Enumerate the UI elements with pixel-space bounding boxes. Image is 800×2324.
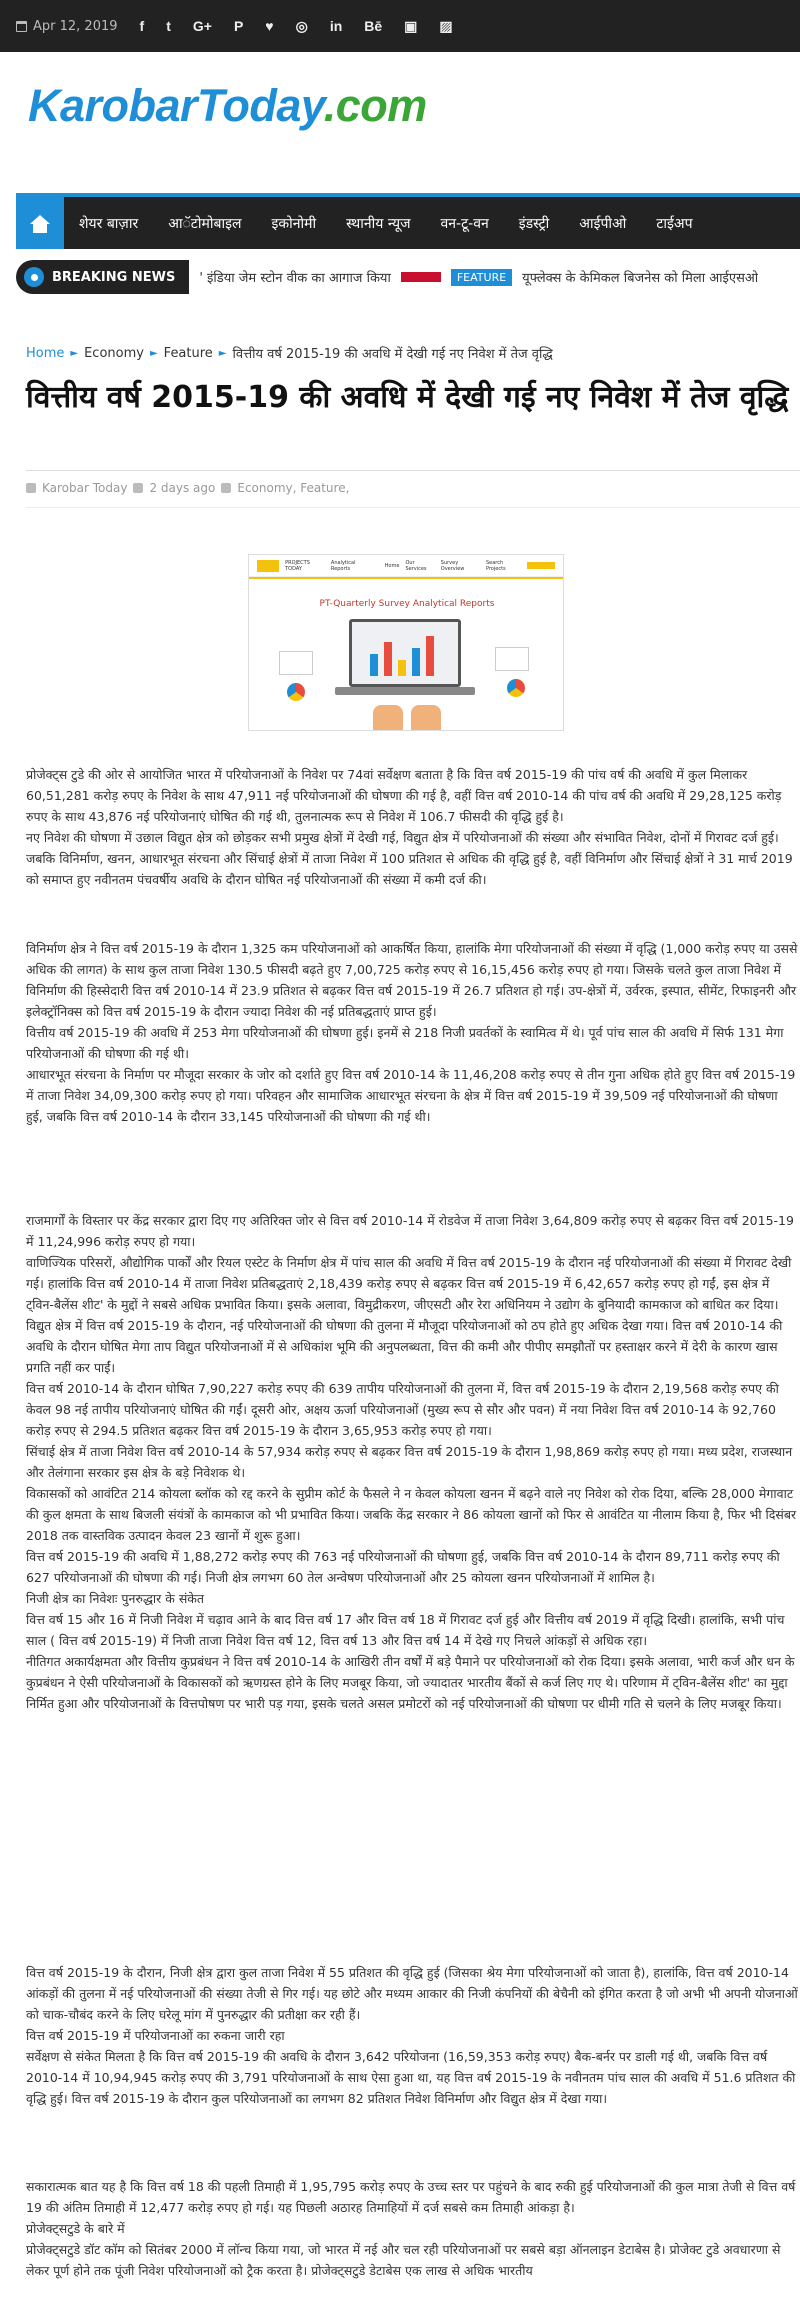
article-paragraph: सर्वेक्षण से संकेत मिलता है कि वित्त वर्ष 2015-19 की अवधि के दौरान 3,642 परियोजना (16,59,353 करोड़ रुपए) बैक-बर्नर पर डाली गई थी, जबकि वित्त वर्ष 2010-14 में 10,94,945 करोड़ रुपए की 3,791 परियोजनाओं के साथ ऐसा हुआ था, यह वित्त वर्ष 2015-19 के नवीनतम पांच साल की अवधि में 51.6 प्रतिशत की वृद्धि हुई। वित्त वर्ष 2015-19 के दौरान कुल परियोजनाओं का लगभग 82 प्रतिशत निवेश विनिर्माण और विद्युत क्षेत्र में देखा गया। <box>26 2049 796 2106</box>
article-time: 2 days ago <box>149 481 216 495</box>
chart-bar-illustration <box>412 648 420 676</box>
breadcrumb-economy[interactable]: Economy <box>84 345 144 361</box>
laptop-illustration <box>349 619 461 687</box>
nav-item-tieup[interactable]: टाईअप <box>656 215 693 232</box>
article-body-section <box>26 1210 798 1714</box>
article-paragraph: वित्त वर्ष 2010-14 के दौरान घोषित 7,90,227 करोड़ रुपए की 639 तापीय परियोजनाओं की तुलना में, वित्त वर्ष 2015-19 के दौरान 2,19,568 करोड़ रुपए की केवल 98 नई तापीय परियोजनाएं घोषित की गईं। दूसरी ओर, अक्षय ऊर्जा परियोजनाओं (मुख्य रूप से सौर और पवन) में नया निवेश वित्त वर्ष 2010-14 के 92,760 करोड़ रुपए से 294.5 प्रतिशत बढ़कर वित्त वर्ष 2015-19 के दौरान 3,65,953 करोड़ रुपए हो गया। <box>26 1381 779 1438</box>
flickr-icon[interactable]: ▣ <box>404 17 418 34</box>
facebook-icon[interactable]: f <box>139 18 145 34</box>
nav-item-one-to-one[interactable]: वन-टू-वन <box>440 215 489 232</box>
chart-bar-illustration <box>398 660 406 676</box>
home-button[interactable] <box>16 197 64 249</box>
breadcrumb <box>26 344 553 362</box>
article-paragraph: वित्त वर्ष 2015-19 की अवधि में 1,88,272 करोड़ रुपए की 763 नई परियोजनाओं की घोषणा हुई, जबकि वित्त वर्ष 2010-14 के दौरान 89,711 करोड़ रुपए की 627 परियोजनाओं की घोषणा की गई। निजी क्षेत्र लगभग 60 तेल अन्वेषण परियोजनाओं और 25 कोयला खनन परियोजनाओं में शामिल है। <box>26 1549 780 1585</box>
nav-item-local-news[interactable]: स्थानीय न्यूज <box>346 215 411 232</box>
keyboard-illustration <box>335 687 475 695</box>
hand-illustration <box>373 705 403 731</box>
pinterest-icon[interactable]: P <box>233 18 244 34</box>
chevron-right-icon: ► <box>70 347 79 359</box>
behance-icon[interactable]: Bē <box>364 18 383 34</box>
calendar-icon <box>16 21 27 32</box>
article-paragraph: वित्त वर्ष 15 और 16 में निजी निवेश में चढ़ाव आने के बाद वित्त वर्ष 17 और वित्त वर्ष 18 में गिरावट दर्ज हुई और वित्तीय वर्ष 2019 में वृद्धि दिखी। हालांकि, सभी पांच साल ( वित्त वर्ष 2015-19) में निजी ताजा निवेश वित्त वर्ष 12, वित्त वर्ष 13 और वित्त वर्ष 14 में देखे गए निचले आंकड़ों से अधिक रहा। <box>26 1612 785 1648</box>
article-subheading: प्रोजेक्ट्सटुडे के बारे में <box>26 2221 125 2236</box>
social-links <box>140 18 453 35</box>
nav-item-ipo[interactable]: आईपीओ <box>579 215 627 232</box>
image-brand-sub: Analytical Reports <box>330 559 356 572</box>
pie-chart-illustration <box>287 683 305 701</box>
ticker-thumbnail <box>401 272 441 282</box>
breadcrumb-current: वित्तीय वर्ष 2015-19 की अवधि में देखी गई नए निवेश में तेज वृद्धि <box>232 347 553 362</box>
image-accent-band <box>249 577 564 579</box>
linkedin-icon[interactable]: in <box>329 18 343 34</box>
site-logo[interactable] <box>28 80 427 132</box>
breadcrumb-home[interactable]: Home <box>26 345 65 361</box>
image-caption: PT-Quarterly Survey Analytical Reports <box>319 599 495 609</box>
image-header <box>249 555 563 577</box>
twitter-icon[interactable]: t <box>166 18 171 34</box>
ticker-item[interactable]: यूफ्लेक्स के केमिकल बिजनेस को मिला आईएसओ <box>522 271 759 286</box>
breadcrumb-feature[interactable]: Feature <box>163 345 213 361</box>
chart-bar-illustration <box>384 642 392 676</box>
chart-bar-illustration <box>426 636 434 676</box>
clock-icon <box>133 483 143 493</box>
google-plus-icon[interactable]: G+ <box>192 18 212 34</box>
top-bar <box>0 0 800 52</box>
article-paragraph: नीतिगत अकार्यक्षमता और वित्तीय कुप्रबंधन ने वित्त वर्ष 2010-14 के आखिरी तीन वर्षों में बड़े पैमाने पर परियोजनाओं को रोक दिया। इसके अलावा, भारी कर्ज और धन के कुप्रबंधन ने ऐसी परियोजनाओं के विकासकों को ऋणग्रस्त होने के लिए मजबूर किया, जो ज्यादातर भारतीय बैंकों से कर्ज लिए गए थे। परिणाम में ट्विन-बैलेंस शीट' का मुद्दा निर्मित हुआ और परियोजनाओं के वित्तपोषण पर भारी पड़ गया, इसके चलते असल प्रमोटरों को नई परियोजनाओं की घोषणा पर धीमी गति से चलने के लिए मजबूर किया। <box>26 1654 795 1711</box>
article-subheading: निजी क्षेत्र का निवेशः पुनरुद्धार के संकेत <box>26 1591 205 1606</box>
article-paragraph: विकासकों को आवंटित 214 कोयला ब्लॉक को रद्द करने के सुप्रीम कोर्ट के फैसले ने न केवल कोयला खनन में बढ़ने वाले नए निवेश को रोक दिया, बल्कि 28,000 मेगावाट की कुल क्षमता के साथ बिजली संयंत्रों के कामकाज को भी प्रभावित किया। जबकि केंद्र सरकार ने 86 कोयला खानों को फिर से आवंटित या नीलाम किया है, फिर भी दिसंबर 2018 तक वास्तविक उत्पादन केवल 23 खानों में शुरू हुआ। <box>26 1486 797 1543</box>
breaking-news-text: BREAKING NEWS <box>52 269 176 285</box>
article-subheading: वित्त वर्ष 2015-19 में परियोजनाओं का रुकना जारी रहा <box>26 2028 285 2043</box>
article-meta <box>26 481 349 495</box>
hand-illustration <box>411 705 441 731</box>
article-paragraph: विद्युत क्षेत्र में वित्त वर्ष 2015-19 के दौरान, नई परियोजनाओं की घोषणा की तुलना में मौजूदा परियोजनाओं को ठप होते हुए अधिक देखा गया। वित्त वर्ष 2010-14 की अवधि के दौरान घोषित मेगा ताप विद्युत परियोजनाओं में से अधिकांश भूमि की अनुपलब्धता, वित्त की कमी और पीपीए समझौतों पर हस्ताक्षर करने में देरी के कारण खास प्रगति नहीं कर पाईं। <box>26 1318 783 1375</box>
divider <box>26 470 800 471</box>
user-icon <box>26 483 36 493</box>
featured-image <box>248 554 564 731</box>
image-menu-item: Search Projects <box>485 559 506 572</box>
image-brand: PROJECTS TODAY <box>285 559 310 572</box>
date-text: Apr 12, 2019 <box>33 18 118 34</box>
ticker-category-tag[interactable]: FEATURE <box>451 269 512 286</box>
article-body-section <box>26 938 798 1127</box>
image-menu-item: Our Services <box>405 559 427 572</box>
image-menu-item: Survey Overview <box>440 559 465 572</box>
article-paragraph: प्रोजेक्ट्सटुडे डॉट कॉम को सितंबर 2000 में लॉन्च किया गया, जो भारत में नई और चल रही परियोजनाओं पर सबसे बड़ा ऑनलाइन डेटाबेस है। प्रोजेक्ट टुडे अवधारणा से लेकर पूर्ण होने तक पूंजी निवेश परियोजनाओं को ट्रैक करता है। प्रोजेक्ट्सटुडे डेटाबेस एक लाख से अधिक भारतीय <box>26 2242 781 2278</box>
article-title: वित्तीय वर्ष 2015-19 की अवधि में देखी गई नए निवेश में तेज वृद्धि <box>26 380 789 415</box>
article-body-section <box>26 2176 798 2281</box>
nav-item-share-market[interactable]: शेयर बाज़ार <box>79 215 139 232</box>
breaking-news-label <box>16 260 189 294</box>
article-body-section <box>26 764 798 890</box>
news-ticker <box>189 268 758 286</box>
divider <box>26 507 800 508</box>
home-icon <box>30 215 50 224</box>
article-body-section <box>26 1962 798 2109</box>
dribbble-icon[interactable]: ◎ <box>295 17 308 34</box>
chevron-right-icon: ► <box>218 347 227 359</box>
article-paragraph: आधारभूत संरचना के निर्माण पर मौजूदा सरकार के जोर को दर्शाते हुए वित्त वर्ष 2010-14 के 11,46,208 करोड़ रुपए से तीन गुना अधिक होते हुए वित्त वर्ष 2015-19 में ताजा निवेश 34,09,300 करोड़ रुपए हो गया। परिवहन और सामाजिक आधारभूत संरचना के क्षेत्र में वित्त वर्ष 2015-19 में 39,509 नई परियोजनाओं की घोषणा हुई, जबकि वित्त वर्ष 2010-14 के दौरान 33,145 परियोजनाओं की घोषणा की गई थी। <box>26 1067 796 1124</box>
article-paragraph: राजमार्गों के विस्तार पर केंद्र सरकार द्वारा दिए गए अतिरिक्त जोर से वित्त वर्ष 2010-14 में रोडवेज में ताजा निवेश 3,64,809 करोड़ रुपए से बढ़कर वित्त वर्ष 2015-19 में 11,24,996 करोड़ रुपए हो गया। <box>26 1213 794 1249</box>
nav-item-industry[interactable]: इंडस्ट्री <box>518 215 550 232</box>
article-categories[interactable]: Economy, Feature, <box>237 481 350 495</box>
delicious-icon[interactable]: ▨ <box>439 17 453 34</box>
article-paragraph: सिंचाई क्षेत्र में ताजा निवेश वित्त वर्ष 2010-14 के 57,934 करोड़ रुपए से बढ़कर वित्त वर्ष 2015-19 के दौरान 1,98,869 करोड़ रुपए हो गया। मध्य प्रदेश, राजस्थान और तेलंगाना सरकार इस क्षेत्र के बड़े निवेशक थे। <box>26 1444 793 1480</box>
logo-name: KarobarToday <box>28 80 324 131</box>
main-nav <box>16 193 800 249</box>
article-paragraph: सकारात्मक बात यह है कि वित्त वर्ष 18 की पहली तिमाही में 1,95,795 करोड़ रुपए के उच्च स्तर पर पहुंचने के बाद रुकी हुई परियोजनाओं की कुल मात्रा तेजी से वित्त वर्ष 19 की अंतिम तिमाही में 12,477 करोड़ रुपए हो गई। यह पिछली अठारह तिमाहियों में दर्ज सबसे कम तिमाही आंकड़ा है। <box>26 2179 796 2215</box>
report-card-illustration <box>279 651 313 675</box>
image-logo <box>257 560 279 572</box>
logo-domain: .com <box>323 80 427 131</box>
article-paragraph: नए निवेश की घोषणा में उछाल विद्युत क्षेत्र को छोड़कर सभी प्रमुख क्षेत्रों में देखी गई, विद्युत क्षेत्र में परियोजनाओं की संख्या और संभावित निवेश, दोनों में गिरावट दर्ज हुई। जबकि विनिर्माण, खनन, आधारभूत संरचना और सिंचाई क्षेत्रों में ताजा निवेश में 100 प्रतिशत से अधिक की वृद्धि हुई है, वहीं विनिर्माण और सिंचाई क्षेत्रों ने 31 मार्च 2019 को समाप्त हुए नवीनतम पंचवर्षीय अवधि के दौरान घोषित नई परियोजनाओं की संख्या में कमी दर्ज की। <box>26 830 793 887</box>
image-login-button <box>527 562 555 569</box>
article-paragraph: विनिर्माण क्षेत्र ने वित्त वर्ष 2015-19 के दौरान 1,325 कम परियोजनाओं को आकर्षित किया, हालांकि मेगा परियोजनाओं की संख्या में वृद्धि (1,000 करोड़ रुपए या उससे अधिक की लागत) के साथ कुल ताजा निवेश 130.5 फीसदी बढ़ते हुए 7,00,725 करोड़ रुपए से 16,15,456 करोड़ रुपए हो गया। जिसके चलते कुल ताजा निवेश में विनिर्माण की हिस्सेदारी वित्त वर्ष 2010-14 में 23.9 प्रतिशत से बढ़कर वित्त वर्ष 2015-19 में 26.7 प्रतिशत हो गई। उप-क्षेत्रों में, उर्वरक, इस्पात, सीमेंट, रिफाइनरी और इलेक्ट्रॉनिक्स को वित्त वर्ष 2015-19 के दौरान ज्यादा निवेश की नई प्रतिबद्धताएं प्राप्त हुई। <box>26 941 798 1019</box>
article-paragraph: वाणिज्यिक परिसरों, औद्योगिक पार्कों और रियल एस्टेट के निर्माण क्षेत्र में पांच साल की अवधि में वित्त वर्ष 2015-19 के दौरान नई परियोजनाओं की संख्या में गिरावट देखी गई। हालांकि वित्त वर्ष 2010-14 में ताजा निवेश प्रतिबद्धताएं 2,18,439 करोड़ रुपए से बढ़कर वित्त वर्ष 2015-19 में 6,42,657 करोड़ रुपए हो गईं, इस क्षेत्र में ट्विन-बैलेंस शीट' के मुद्दों ने सबसे अधिक प्रभावित किया। इसके अलावा, विमुद्रीकरण, जीएसटी और रेरा अधिनियम ने उद्योग के बुनियादी कामकाज को बाधित कर दिया। <box>26 1255 792 1312</box>
article-paragraph: प्रोजेक्ट्स टुडे की ओर से आयोजित भारत में परियोजनाओं के निवेश पर 74वां सर्वेक्षण बताता है कि वित्त वर्ष 2015-19 की पांच वर्ष की अवधि में कुल मिलाकर 60,51,281 करोड़ रुपए के निवेश के साथ 47,911 नई परियोजनाओं की घोषणा की गई है, वहीं वित्त वर्ष 2010-14 की पांच वर्ष की अवधि में 29,28,125 करोड़ रुपए के साथ 43,876 नई परियोजनाएं घोषित की गई थी, तुलनात्मक रूप से निवेश में 106.7 फीसदी की वृद्धि हुई है। <box>26 767 782 824</box>
folder-icon <box>221 483 231 493</box>
report-card-illustration <box>495 647 529 671</box>
breaking-news-bar <box>16 260 800 294</box>
broadcast-icon <box>24 267 44 287</box>
chart-bar-illustration <box>370 654 378 676</box>
nav-item-economy[interactable]: इकोनोमी <box>271 215 317 232</box>
chevron-right-icon: ► <box>149 347 158 359</box>
article-paragraph: वित्त वर्ष 2015-19 के दौरान, निजी क्षेत्र द्वारा कुल ताजा निवेश में 55 प्रतिशत की वृद्धि हुई (जिसका श्रेय मेगा परियोजनाओं को जाता है), हालांकि, वित्त वर्ष 2010-14 आंकड़ों की तुलना में नई परियोजनाओं की संख्या तेजी से गिर गई। यह छोटे और मध्यम आकार की निजी कंपनियों की बेचैनी को इंगित करता है जो अभी भी अपनी योजनाओं को चाक-चौबंद करने के लिए घरेलू मांग में पुनरुद्धार की प्रतीक्षा कर रही हैं। <box>26 1965 798 2022</box>
ticker-item[interactable]: ' इंडिया जेम स्टोन वीक का आगाज किया <box>199 271 391 286</box>
article-paragraph: वित्तीय वर्ष 2015-19 की अवधि में 253 मेगा परियोजनाओं की घोषणा हुई। इनमें से 218 निजी प्रवर्तकों के स्वामित्व में थे। पूर्व पांच साल की अवधि में सिर्फ 131 मेगा परियोजनाओं की घोषणा की गई थी। <box>26 1025 784 1061</box>
date-display <box>16 19 118 34</box>
image-menu-item: Home <box>384 562 400 569</box>
pie-chart-illustration <box>507 679 525 697</box>
article-author[interactable]: Karobar Today <box>42 481 128 495</box>
nav-item-automobile[interactable]: आॅटोमोबाइल <box>168 215 242 232</box>
heart-icon[interactable]: ♥ <box>265 18 274 34</box>
